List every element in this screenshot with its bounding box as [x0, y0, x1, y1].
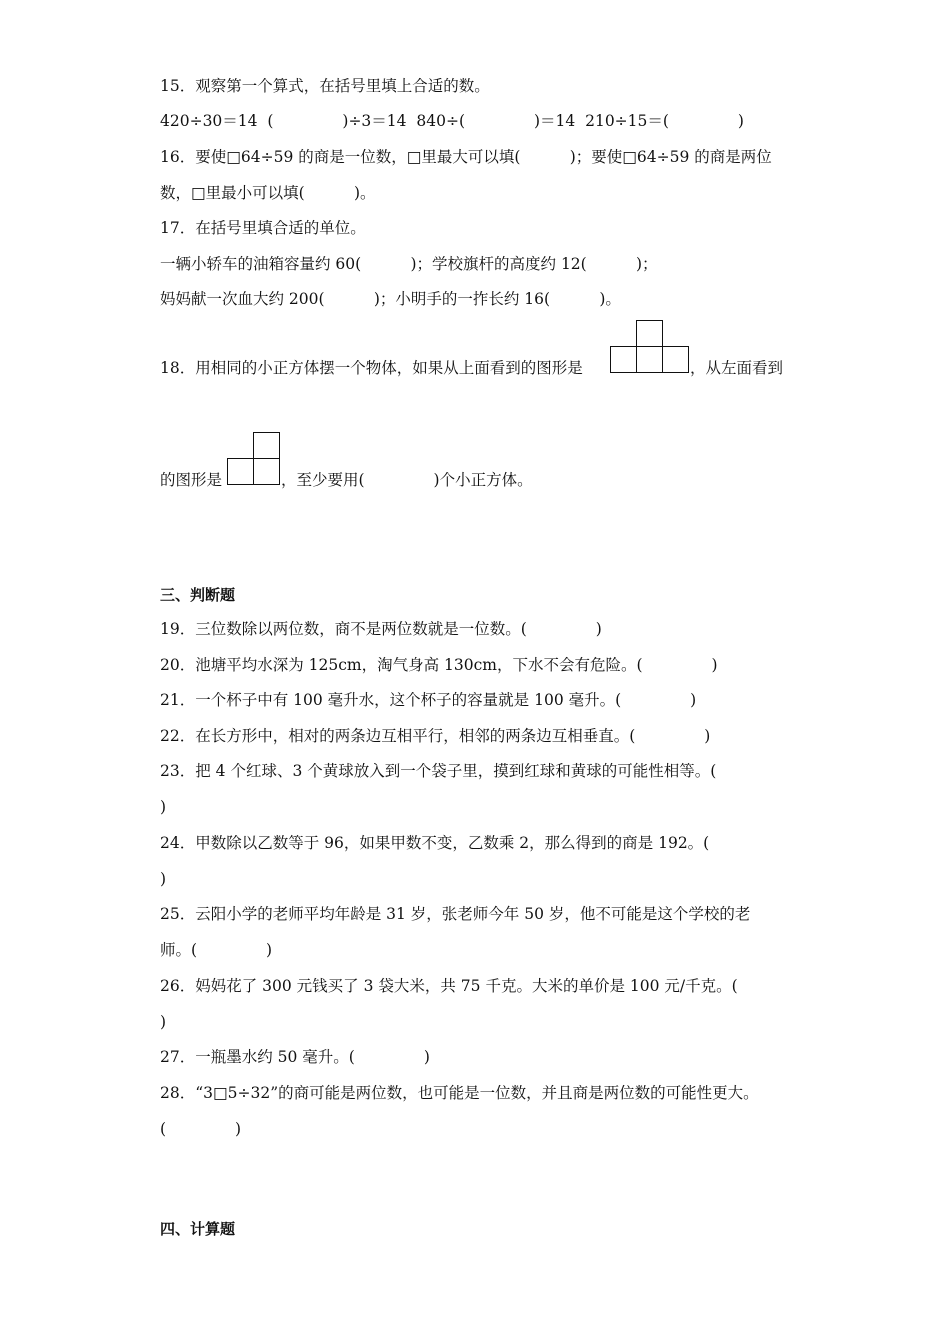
q28-line2: ( ): [160, 1120, 242, 1138]
q15-equations: 420÷30＝14 ( )÷3＝14 840÷( )＝14 210÷15＝( ): [160, 112, 744, 130]
q24-line2: ): [160, 870, 167, 888]
q22: 22．在长方形中，相对的两条边互相平行，相邻的两条边互相垂直。( ): [160, 727, 711, 745]
top-view-square-left: [610, 346, 637, 373]
q18-line2-after: ，至少要用( )个小正方体。: [281, 471, 533, 489]
q25-line1: 25．云阳小学的老师平均年龄是 31 岁，张老师今年 50 岁，他不可能是这个学校的老: [160, 905, 751, 923]
q16-line2: 数，□里最小可以填( )。: [160, 184, 376, 202]
q27: 27．一瓶墨水约 50 毫升。( ): [160, 1048, 430, 1066]
section-4-heading: 四、计算题: [160, 1220, 236, 1238]
section-3-heading: 三、判断题: [160, 586, 236, 604]
q19: 19．三位数除以两位数，商不是两位数就是一位数。( ): [160, 620, 602, 638]
q24-line1: 24．甲数除以乙数等于 96，如果甲数不变，乙数乘 2，那么得到的商是 192。(: [160, 834, 710, 852]
q18-line1-after: ，从左面看到: [690, 359, 784, 377]
q23-line1: 23．把 4 个红球、3 个黄球放入到一个袋子里，摸到红球和黄球的可能性相等。(: [160, 762, 717, 780]
left-view-square-left: [227, 458, 254, 485]
q18-line1-before: 18．用相同的小正方体摆一个物体，如果从上面看到的图形是: [160, 359, 583, 377]
q21: 21．一个杯子中有 100 毫升水，这个杯子的容量就是 100 毫升。( ): [160, 691, 697, 709]
q17-line1: 一辆小轿车的油箱容量约 60( )；学校旗杆的高度约 12( )；: [160, 255, 658, 273]
q28-line1: 28．“3□5÷32”的商可能是两位数，也可能是一位数，并且商是两位数的可能性更大。: [160, 1084, 759, 1102]
q26-line2: ): [160, 1013, 167, 1031]
q18-line2-before: 的图形是: [160, 471, 223, 489]
top-view-figure: [610, 320, 690, 374]
q26-line1: 26．妈妈花了 300 元钱买了 3 袋大米，共 75 千克。大米的单价是 100 元/千克。(: [160, 977, 738, 995]
q25-line2: 师。( ): [160, 941, 273, 959]
top-view-square-upper: [636, 320, 663, 347]
q15-prompt: 15．观察第一个算式，在括号里填上合适的数。: [160, 77, 490, 95]
q20: 20．池塘平均水深为 125cm，淘气身高 130cm，下水不会有危险。( ): [160, 656, 718, 674]
left-view-figure: [227, 432, 281, 486]
top-view-square-right: [662, 346, 689, 373]
top-view-square-middle: [636, 346, 663, 373]
q23-line2: ): [160, 798, 167, 816]
q16-line1: 16．要使□64÷59 的商是一位数，□里最大可以填( )；要使□64÷59 的商是两位: [160, 148, 772, 166]
left-view-square-upper: [253, 432, 280, 459]
left-view-square-right: [253, 458, 280, 485]
q17-line2: 妈妈献一次血大约 200( )；小明手的一拃长约 16( )。: [160, 290, 621, 308]
q17-prompt: 17．在括号里填合适的单位。: [160, 219, 366, 237]
